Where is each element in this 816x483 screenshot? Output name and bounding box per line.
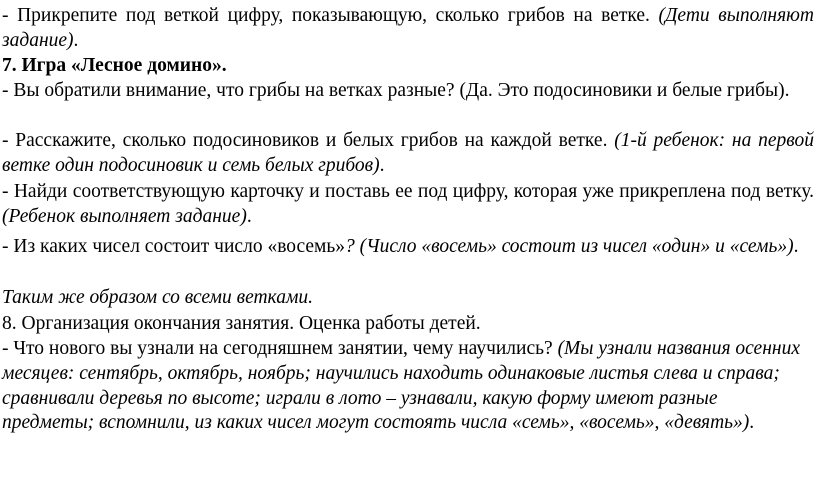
heading-text: 7. Игра «Лесное домино». xyxy=(2,55,227,76)
paragraph-italic-note: (Мы узнали названия осенних месяцев: сентябрь, октябрь, ноябрь; научились находить одинаковые листья слева и справа; сравнивали деревья по высоте; играли в лото – узнавали, какую форму имеют разные предметы; вспомнили, из каких чисел могут состоять числа «семь», «восемь», «девять») xyxy=(2,338,800,434)
paragraph-attach-digit xyxy=(2,4,814,54)
paragraph-same-way xyxy=(2,286,814,311)
paragraph-count-mushrooms xyxy=(2,129,814,179)
paragraph-text: - Найди соответствующую карточку и поставь ее под цифру, которая уже прикреплена под ветку. xyxy=(2,181,814,202)
paragraph-tail: . xyxy=(749,412,755,434)
heading-forest-domino xyxy=(2,54,814,79)
paragraph-text: - Из каких чисел состоит число «восемь» xyxy=(2,236,346,257)
paragraph-tail: . xyxy=(793,236,799,257)
paragraph-text: - Что нового вы узнали на сегодняшнем занятии, чему научились? xyxy=(2,338,558,359)
heading-text: 8. Организация окончания занятия. Оценка работы детей. xyxy=(2,313,481,334)
paragraph-what-learned xyxy=(2,337,814,436)
paragraph-text: - Расскажите, сколько подосиновиков и белых грибов на каждой ветке. xyxy=(2,130,615,151)
paragraph-italic-note: Таким же образом со всеми ветками. xyxy=(2,287,314,308)
paragraph-text: - Вы обратили внимание, что грибы на ветках разные? (Да. Это подосиновики и белые грибы). xyxy=(2,80,790,101)
paragraph-italic-note: (Дети выполняют задание) xyxy=(2,5,815,51)
paragraph-tail: . xyxy=(379,154,385,176)
paragraph-number-eight xyxy=(2,235,814,260)
paragraph-find-card xyxy=(2,180,814,230)
paragraph-mushrooms-different xyxy=(2,79,814,104)
paragraph-italic-note: ? (Число «восемь» состоит из чисел «один» и «семь») xyxy=(345,236,794,257)
paragraph-italic-note: (Ребенок выполняет задание) xyxy=(2,205,247,227)
paragraph-text: - Прикрепите под веткой цифру, показывающую, сколько грибов на ветке. xyxy=(2,5,659,26)
paragraph-tail: . xyxy=(246,205,252,227)
paragraph-italic-note: (1-й ребенок: на первой ветке один подосиновик и семь белых грибов) xyxy=(2,130,814,176)
paragraph-tail: . xyxy=(73,29,79,51)
heading-lesson-end xyxy=(2,312,814,337)
